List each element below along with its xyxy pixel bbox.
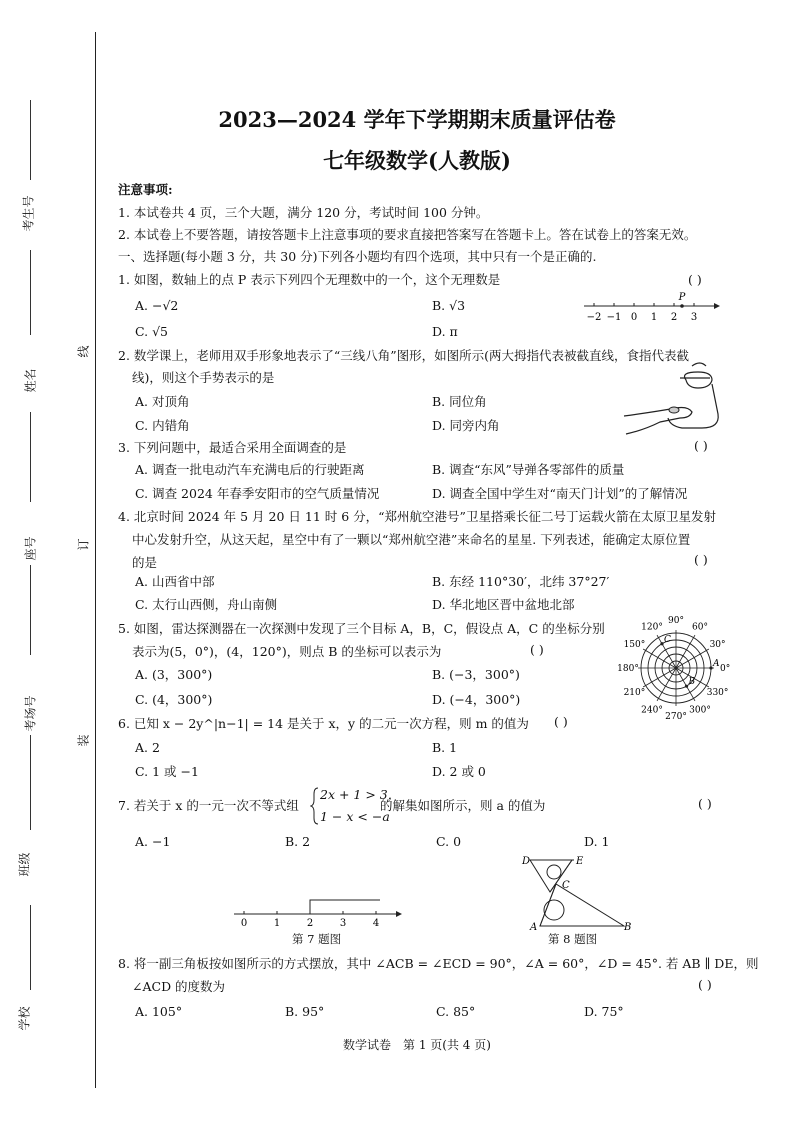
- radar-angle-label: 60°: [692, 622, 708, 633]
- q7-option-b: B. 2: [285, 834, 311, 849]
- q1-stem: 1. 如图，数轴上的点 P 表示下列四个无理数中的一个，这个无理数是: [118, 272, 501, 287]
- q7-stem-pre: 7. 若关于 x 的一元一次不等式组: [118, 798, 299, 813]
- radar-angle-label: 120°: [641, 622, 663, 633]
- margin-class: 班级: [17, 852, 32, 877]
- radar-target-label: B: [688, 677, 696, 688]
- q1-option-b: B. √3: [432, 298, 466, 313]
- radar-angle-label: 0°: [720, 664, 731, 674]
- radar-angle-label: 330°: [706, 688, 729, 698]
- q4-option-a: A. 山西省中部: [135, 574, 215, 589]
- margin-blank-line: [30, 565, 31, 655]
- margin-rule: [95, 32, 96, 1088]
- q7-option-c: C. 0: [436, 834, 462, 849]
- margin-exam-room: 考场号: [23, 695, 38, 732]
- q7-number-line-figure: [232, 892, 404, 928]
- q4-option-c: C. 太行山西侧，舟山南侧: [135, 597, 278, 612]
- q8-stem-line2: ∠ACD 的度数为: [132, 979, 226, 994]
- q6-option-c: C. 1 或 −1: [135, 764, 199, 779]
- q8-label-e: E: [576, 856, 584, 867]
- q8-label-d: D: [522, 856, 531, 867]
- margin-blank-line: [30, 735, 31, 830]
- q7-inequality-1: 2x + 1 > 3，: [320, 787, 401, 802]
- q8-option-a: A. 105°: [135, 1004, 183, 1019]
- q2-option-b: B. 同位角: [432, 394, 487, 409]
- q6-option-a: A. 2: [135, 740, 160, 755]
- q3-option-d: D. 调查全国中学生对“南天门计划”的了解情况: [432, 486, 688, 501]
- margin-blank-line: [30, 412, 31, 502]
- q7-tick-label: 4: [372, 918, 380, 928]
- q8-option-c: C. 85°: [436, 1004, 476, 1019]
- q7-inequality-2: 1 − x < −a: [320, 809, 390, 824]
- q4-answer-paren: ( ): [694, 552, 708, 567]
- margin-school: 学校: [17, 1006, 32, 1031]
- q3-option-a: A. 调查一批电动汽车充满电后的行驶距离: [135, 462, 365, 477]
- q3-stem: 3. 下列问题中，最适合采用全面调查的是: [118, 440, 347, 455]
- q1-tick-label: 3: [690, 312, 698, 323]
- q7-answer-paren: ( ): [698, 796, 712, 811]
- q1-tick-label: −1: [606, 312, 622, 323]
- radar-target-label: A: [713, 659, 720, 669]
- radar-angle-label: 30°: [709, 640, 726, 650]
- q6-stem: 6. 已知 x − 2y^|n−1| = 14 是关于 x，y 的二元一次方程，则 m 的值为: [118, 716, 529, 731]
- margin-blank-line: [30, 905, 31, 990]
- notes-heading: 注意事项:: [118, 182, 173, 197]
- radar-angle-label: 180°: [617, 664, 639, 674]
- q1-tick-label: 1: [650, 312, 658, 323]
- q8-label-b: B: [624, 922, 632, 932]
- q4-option-d: D. 华北地区晋中盆地北部: [432, 597, 575, 612]
- q8-caption: 第 8 题图: [548, 932, 598, 946]
- q7-tick-label: 0: [240, 918, 248, 928]
- q7-tick-label: 3: [339, 918, 347, 928]
- q5-option-a: A. (3，300°): [135, 667, 213, 682]
- q2-option-d: D. 同旁内角: [432, 418, 500, 433]
- q2-stem-line1: 2. 数学课上，老师用双手形象地表示了“三线八角”图形，如图所示(两大拇指代表被截直线，食指代表截: [118, 348, 690, 363]
- note-1: 1. 本试卷共 4 页，三个大题，满分 120 分，考试时间 100 分钟。: [118, 205, 489, 220]
- margin-bind-mark: 订: [76, 538, 91, 551]
- section-heading: 一、选择题(每小题 3 分，共 30 分)下列各小题均有四个选项，其中只有一个是正确的.: [118, 249, 597, 264]
- radar-angle-label: 270°: [665, 712, 687, 722]
- q8-option-b: B. 95°: [285, 1004, 325, 1019]
- q7-option-a: A. −1: [135, 834, 171, 849]
- q1-point-label: P: [678, 292, 686, 303]
- margin-blank-line: [30, 250, 31, 335]
- q3-option-b: B. 调查“东风”导弹各零部件的质量: [432, 462, 625, 477]
- q8-label-a: A: [530, 922, 538, 932]
- q1-answer-paren: ( ): [688, 272, 702, 287]
- q6-option-d: D. 2 或 0: [432, 764, 486, 779]
- q1-tick-label: 2: [670, 312, 678, 323]
- q2-stem-line2: 线)，则这个手势表示的是: [132, 370, 275, 385]
- margin-name: 姓名: [23, 368, 38, 393]
- exam-subtitle: 七年级数学(人教版): [323, 148, 511, 173]
- q5-stem-line2: 表示为(5，0°)，(4，120°)，则点 B 的坐标可以表示为: [132, 644, 442, 659]
- exam-title: 2023—2024 学年下学期期末质量评估卷: [218, 107, 616, 132]
- q5-option-c: C. (4，300°): [135, 692, 213, 707]
- q7-stem-post: 的解集如图所示，则 a 的值为: [380, 798, 546, 813]
- radar-target-label: C: [664, 634, 671, 645]
- q3-option-c: C. 调查 2024 年春季安阳市的空气质量情况: [135, 486, 380, 501]
- q2-option-c: C. 内错角: [135, 418, 190, 433]
- q6-option-b: B. 1: [432, 740, 458, 755]
- q1-option-a: A. −√2: [135, 298, 179, 313]
- q1-option-c: C. √5: [135, 324, 168, 339]
- q6-answer-paren: ( ): [554, 714, 568, 729]
- q5-option-b: B. (−3，300°): [432, 667, 520, 682]
- q3-answer-paren: ( ): [694, 438, 708, 453]
- q1-tick-label: −2: [586, 312, 602, 323]
- q5-option-d: D. (−4，300°): [432, 692, 521, 707]
- q2-hands-figure: [620, 362, 720, 440]
- q5-answer-paren: ( ): [530, 642, 544, 657]
- q2-option-a: A. 对顶角: [135, 394, 190, 409]
- q7-option-d: D. 1: [584, 834, 610, 849]
- note-2: 2. 本试卷上不要答题，请按答题卡上注意事项的要求直接把答案写在答题卡上。答在试卷上的答案无效。: [118, 227, 697, 242]
- q8-triangles-figure: [516, 852, 632, 932]
- margin-line-mark: 线: [76, 345, 91, 358]
- radar-angle-label: 90°: [668, 616, 684, 626]
- q4-stem-line3: 的是: [132, 555, 158, 570]
- q8-option-d: D. 75°: [584, 1004, 624, 1019]
- radar-angle-label: 240°: [641, 705, 663, 716]
- radar-angle-label: 300°: [689, 705, 711, 716]
- radar-angle-label: 150°: [623, 640, 646, 650]
- q4-option-b: B. 东经 110°30′，北纬 37°27′: [432, 574, 610, 589]
- q4-stem-line2: 中心发射升空，从这天起，星空中有了一颗以“郑州航空港”来命名的星星. 下列表述，能确定太原位置: [132, 532, 691, 547]
- q7-tick-label: 1: [273, 918, 281, 928]
- margin-student-id: 考生号: [21, 195, 36, 232]
- q4-stem-line1: 4. 北京时间 2024 年 5 月 20 日 11 时 6 分，“郑州航空港号”卫星搭乘长征二号丁运载火箭在太原卫星发射: [118, 509, 716, 524]
- radar-angle-label: 210°: [623, 688, 646, 698]
- q8-stem-line1: 8. 将一副三角板按如图所示的方式摆放，其中 ∠ACB = ∠ECD = 90°，∠A = 60°，∠D = 45°. 若 AB ∥ DE，则: [118, 956, 759, 971]
- q7-tick-label: 2: [306, 918, 314, 928]
- q8-answer-paren: ( ): [698, 977, 712, 992]
- margin-seat: 座号: [23, 536, 38, 561]
- q7-caption: 第 7 题图: [292, 932, 342, 946]
- q5-radar-figure: [612, 612, 742, 724]
- margin-pack-mark: 装: [76, 734, 91, 747]
- q1-number-line-figure: [580, 290, 720, 324]
- page-footer: 数学试卷 第 1 页(共 4 页): [343, 1038, 491, 1052]
- q1-tick-label: 0: [630, 312, 638, 323]
- q7-brace: [310, 786, 320, 826]
- q1-point-p: [680, 304, 684, 308]
- q5-stem-line1: 5. 如图，雷达探测器在一次探测中发现了三个目标 A，B，C，假设点 A，C 的坐标分别: [118, 621, 605, 636]
- q1-option-d: D. π: [432, 324, 458, 339]
- q8-label-c: C: [562, 880, 570, 891]
